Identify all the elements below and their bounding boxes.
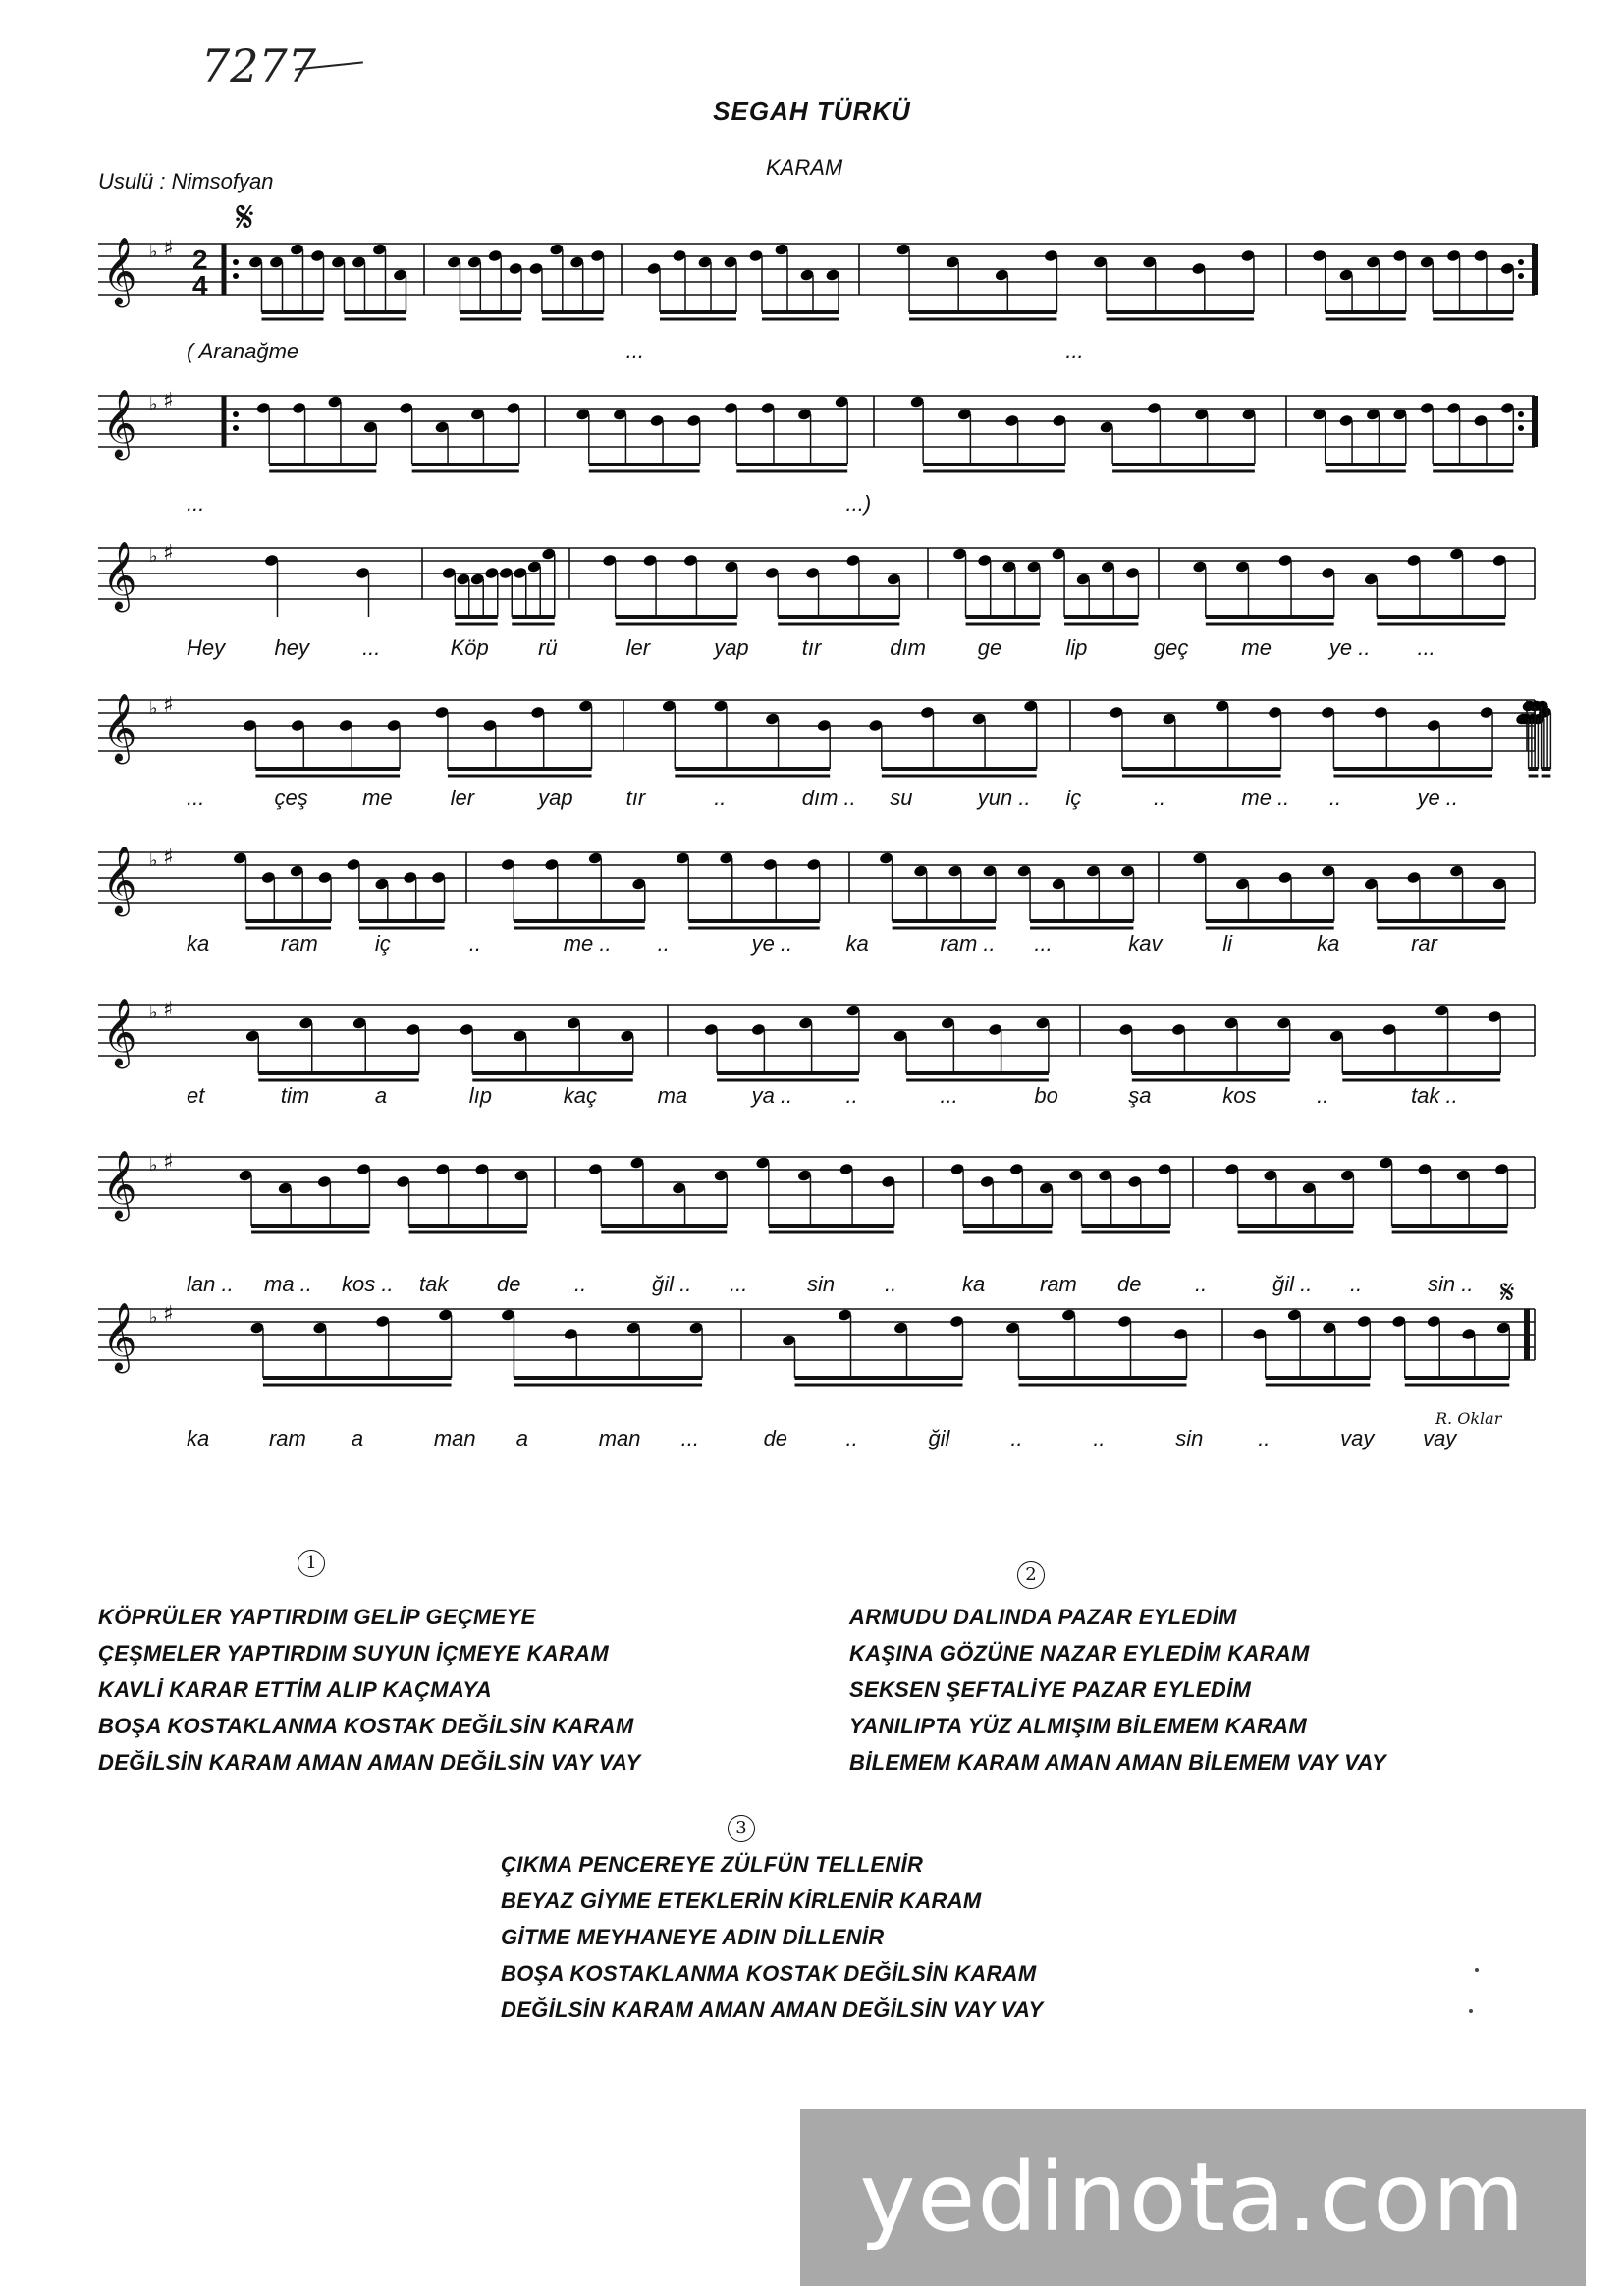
lyric-syllable: ram <box>268 1426 306 1450</box>
lyric-syllable: man <box>433 1426 476 1450</box>
verse-3-line-5: DEĞİLSİN KARAM AMAN AMAN DEĞİLSİN VAY VAY <box>501 1997 1044 2022</box>
lyric-syllable: ... <box>730 1272 748 1296</box>
catalog-number: 7277 <box>201 39 317 92</box>
lyric-syllable: sin .. <box>1428 1272 1474 1296</box>
repeat-dot <box>233 425 239 431</box>
lyric-syllable: ka <box>187 1426 210 1450</box>
lyric-syllable: .. <box>714 786 727 810</box>
lyric-syllable: ka <box>962 1272 986 1296</box>
key-sharp-icon: ♯ <box>163 998 174 1022</box>
verse-3-line-4: BOŞA KOSTAKLANMA KOSTAK DEĞİLSİN KARAM <box>501 1961 1037 1986</box>
pencil-mark <box>1475 1968 1479 1972</box>
lyric-syllable: tim <box>280 1083 310 1108</box>
lyric-syllable: tır <box>625 786 646 810</box>
lyric-syllable: a <box>515 1426 528 1450</box>
key-flat-icon: ♭ <box>149 546 158 567</box>
lyric-syllable: sin <box>1175 1426 1204 1450</box>
lyric-syllable: ka <box>845 931 869 956</box>
lyric-syllable: ... <box>362 635 381 660</box>
lyric-syllable: .. <box>1350 1272 1363 1296</box>
lyric-syllable: ... <box>1065 339 1084 363</box>
lyric-syllable: de <box>497 1272 521 1296</box>
lyric-syllable: ma <box>657 1083 688 1108</box>
key-flat-icon: ♭ <box>149 242 158 262</box>
staff-5 <box>98 851 1535 928</box>
lyric-syllable: vay <box>1340 1426 1375 1450</box>
lyric-syllable: Köp <box>450 635 489 660</box>
staff-3 <box>98 547 1535 624</box>
lyric-syllable: tak <box>419 1272 449 1296</box>
repeat-dot <box>1518 425 1524 431</box>
treble-clef-icon: 𝄞 <box>102 541 137 610</box>
signature: R. Oklar <box>1435 1409 1502 1428</box>
lyric-syllable: ... <box>1034 931 1053 956</box>
staff-7 <box>98 1156 1535 1232</box>
lyric-syllable: sin <box>807 1272 836 1296</box>
staff-8 <box>98 1308 1535 1385</box>
lyric-syllable: me <box>1241 635 1272 660</box>
lyric-syllable: .. <box>885 1272 897 1296</box>
key-sharp-icon: ♯ <box>163 1302 174 1327</box>
lyric-syllable: hey <box>274 635 310 660</box>
lyric-syllable: man <box>598 1426 641 1450</box>
lyric-syllable: ğil .. <box>1272 1272 1313 1296</box>
lyric-syllable: ram <box>1040 1272 1077 1296</box>
staff-4 <box>98 699 1552 776</box>
verse-3 <box>501 1846 1044 2028</box>
key-flat-icon: ♭ <box>149 1155 158 1175</box>
verse-2-line-4: YANILIPTA YÜZ ALMIŞIM BİLEMEM KARAM <box>849 1714 1307 1738</box>
lyric-syllable: ... <box>187 491 205 516</box>
lyric-syllable: ... <box>625 339 645 363</box>
staff-2 <box>98 395 1535 471</box>
key-flat-icon: ♭ <box>149 698 158 719</box>
lyric-syllable: şa <box>1128 1083 1152 1108</box>
lyric-syllable: ... <box>680 1426 699 1450</box>
verse-3-line-3: GİTME MEYHANEYE ADIN DİLLENİR <box>501 1925 885 1949</box>
key-flat-icon: ♭ <box>149 1003 158 1023</box>
lyric-syllable: ram <box>280 931 318 956</box>
time-signature-bottom: 4 <box>192 270 208 300</box>
key-sharp-icon: ♯ <box>163 846 174 870</box>
lyric-syllable: a <box>374 1083 388 1108</box>
verse-1-line-5: DEĞİLSİN KARAM AMAN AMAN DEĞİLSİN VAY VAY <box>98 1750 641 1775</box>
lyric-syllable: ( Aranağme <box>187 339 299 363</box>
verse-1 <box>98 1599 641 1780</box>
verse-1-line-4: BOŞA KOSTAKLANMA KOSTAK DEĞİLSİN KARAM <box>98 1714 634 1738</box>
lyric-syllable: .. <box>845 1426 858 1450</box>
verse-2-line-5: BİLEMEM KARAM AMAN AMAN BİLEMEM VAY VAY <box>849 1750 1387 1775</box>
lyric-syllable: .. <box>574 1272 587 1296</box>
lyric-syllable: iç <box>1065 786 1082 810</box>
song-name: KARAM <box>766 155 843 180</box>
treble-clef-icon: 𝄞 <box>102 389 137 458</box>
lyric-syllable: lıp <box>468 1083 493 1108</box>
lyric-syllable: ler <box>450 786 475 810</box>
lyric-syllable: tak .. <box>1411 1083 1458 1108</box>
key-flat-icon: ♭ <box>149 1307 158 1328</box>
lyric-syllable: ye .. <box>1417 786 1459 810</box>
key-flat-icon: ♭ <box>149 850 158 871</box>
lyric-syllable: yun .. <box>977 786 1031 810</box>
verse-3-line-1: ÇIKMA PENCEREYE ZÜLFÜN TELLENİR <box>501 1852 924 1877</box>
lyric-syllable: .. <box>1093 1426 1106 1450</box>
lyric-syllable: lip <box>1065 635 1088 660</box>
lyric-syllable: ya .. <box>751 1083 793 1108</box>
verse-2-line-2: KAŞINA GÖZÜNE NAZAR EYLEDİM KARAM <box>849 1641 1310 1666</box>
repeat-dot <box>1518 273 1524 279</box>
repeat-dot <box>1518 411 1524 417</box>
lyric-syllable: lan .. <box>187 1272 234 1296</box>
lyric-syllable: vay <box>1423 1426 1457 1450</box>
lyric-syllable: .. <box>1010 1426 1023 1450</box>
repeat-dot <box>233 259 239 265</box>
lyric-syllable: dım <box>890 635 926 660</box>
lyric-syllable: .. <box>845 1083 858 1108</box>
lyric-syllable: .. <box>1195 1272 1208 1296</box>
verse-2 <box>849 1599 1386 1780</box>
verse-1-line-1: KÖPRÜLER YAPTIRDIM GELİP GEÇMEYE <box>98 1605 536 1629</box>
pencil-mark <box>1469 2009 1473 2013</box>
time-signature-top: 2 <box>192 245 208 275</box>
staff-1 <box>98 243 1535 319</box>
lyric-syllable: ... <box>1417 635 1435 660</box>
lyric-syllable: kos <box>1222 1083 1257 1108</box>
lyric-syllable: kos .. <box>342 1272 394 1296</box>
lyric-syllable: Hey <box>187 635 226 660</box>
lyric-syllable: de <box>1117 1272 1142 1296</box>
lyric-syllable: .. <box>1153 786 1166 810</box>
lyric-syllable: çeş <box>274 786 308 810</box>
lyric-syllable: yap <box>538 786 573 810</box>
lyric-syllable: et <box>187 1083 205 1108</box>
usul-label: Usulü : Nimsofyan <box>98 169 274 193</box>
lyric-syllable: .. <box>468 931 482 956</box>
lyric-syllable: kaç <box>563 1083 597 1108</box>
lyric-syllable: geç <box>1153 635 1189 660</box>
lyric-syllable: tır <box>801 635 822 660</box>
lyric-syllable: ler <box>625 635 651 660</box>
lyric-syllable: .. <box>1258 1426 1271 1450</box>
lyric-syllable: ram .. <box>940 931 996 956</box>
lyric-syllable: ... <box>187 786 205 810</box>
lyric-syllable: li <box>1222 931 1232 956</box>
staff-6 <box>98 1004 1535 1080</box>
segno-icon: 𝄋 <box>236 192 254 243</box>
lyric-syllable: .. <box>1328 786 1342 810</box>
key-flat-icon: ♭ <box>149 394 158 414</box>
verse-2-line-1: ARMUDU DALINDA PAZAR EYLEDİM <box>849 1605 1237 1629</box>
lyric-syllable: de <box>763 1426 788 1450</box>
lyric-syllable: ye .. <box>1328 635 1371 660</box>
lyric-syllable: ye .. <box>751 931 793 956</box>
lyric-syllable: .. <box>657 931 670 956</box>
verse-3-line-2: BEYAZ GİYME ETEKLERİN KİRLENİR KARAM <box>501 1888 982 1913</box>
page-title: SEGAH TÜRKÜ <box>713 96 911 126</box>
lyric-syllable: me .. <box>563 931 612 956</box>
repeat-dot <box>1518 259 1524 265</box>
treble-clef-icon: 𝄞 <box>102 998 137 1066</box>
verse-3-number: 3 <box>728 1815 755 1842</box>
treble-clef-icon: 𝄞 <box>102 1302 137 1371</box>
lyric-syllable: ka <box>1317 931 1340 956</box>
lyric-syllable: me .. <box>1241 786 1290 810</box>
treble-clef-icon: 𝄞 <box>102 1150 137 1219</box>
verse-1-number: 1 <box>298 1550 325 1577</box>
lyric-syllable: ... <box>940 1083 958 1108</box>
lyric-syllable: ...) <box>845 491 872 516</box>
lyric-syllable: ğil <box>928 1426 950 1450</box>
treble-clef-icon: 𝄞 <box>102 693 137 762</box>
lyric-syllable: kav <box>1128 931 1163 956</box>
key-sharp-icon: ♯ <box>163 1150 174 1174</box>
watermark: yedinota.com <box>859 2143 1527 2253</box>
lyric-syllable: ğil .. <box>652 1272 692 1296</box>
verse-2-number: 2 <box>1017 1561 1045 1589</box>
verse-1-line-3: KAVLİ KARAR ETTİM ALIP KAÇMAYA <box>98 1677 492 1702</box>
lyric-syllable: ma .. <box>264 1272 312 1296</box>
lyric-syllable: su <box>890 786 913 810</box>
lyric-syllable: iç <box>374 931 391 956</box>
lyric-syllable: dım .. <box>801 786 856 810</box>
verse-1-line-2: ÇEŞMELER YAPTIRDIM SUYUN İÇMEYE KARAM <box>98 1641 609 1666</box>
lyric-syllable: ka <box>187 931 210 956</box>
final-segno-icon: 𝄋 <box>1500 1273 1515 1312</box>
lyric-syllable: rü <box>538 635 558 660</box>
lyric-syllable: rar <box>1411 931 1437 956</box>
key-sharp-icon: ♯ <box>163 693 174 718</box>
lyric-syllable: yap <box>714 635 749 660</box>
key-sharp-icon: ♯ <box>163 389 174 413</box>
treble-clef-icon: 𝄞 <box>102 237 137 305</box>
key-sharp-icon: ♯ <box>163 541 174 566</box>
lyric-syllable: bo <box>1034 1083 1058 1108</box>
repeat-dot <box>233 273 239 279</box>
lyric-syllable: me <box>362 786 393 810</box>
lyric-syllable: .. <box>1317 1083 1329 1108</box>
lyric-syllable: ge <box>977 635 1002 660</box>
repeat-dot <box>233 411 239 417</box>
key-sharp-icon: ♯ <box>163 237 174 261</box>
lyric-syllable: a <box>351 1426 364 1450</box>
verse-2-line-3: SEKSEN ŞEFTALİYE PAZAR EYLEDİM <box>849 1677 1252 1702</box>
treble-clef-icon: 𝄞 <box>102 846 137 914</box>
